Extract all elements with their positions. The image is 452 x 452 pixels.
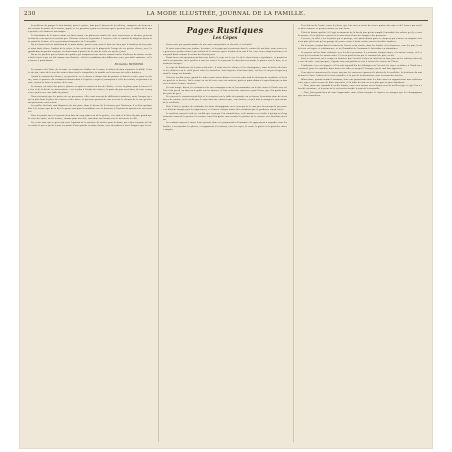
paragraph: Mais il faut se garder de confondre les bons champignons avec ceux qui ne le sont pas; beaucoup de personnes se laissent tromper par les apparences, et il arrive chaque année des accidents que la prudence aurait évités.	[163, 105, 287, 112]
paragraph: Le paysan sait les bons endroits et ne les dit à personne; il y retourne chaque année, à la même saison, et il est rare qu'il revienne les mains vides. C'est un petit trésor qui se transmet de père en fils.	[298, 50, 422, 57]
paragraph: Les enfants aiment à suivre leurs parents dans ces promenades d'automne; ils apprennent à regarder sous les feuilles, à reconnaître les places, et rapportent à la maison, avec les cèpes, la santé, la gaieté et le goût des choses simples.	[163, 121, 287, 131]
paragraph: L'industrie s'en est emparée et l'on voit aujourd'hui des fabriques où l'on met les cèpes en boîtes, à l'huile ou au naturel, pour les expédier dans toutes les villes et jusqu'à l'étranger, où ils sont fort appréciés.	[298, 64, 422, 71]
paragraph: Le dernier est entré des pièces, plantes en quoi les mains au bas de l'herbe, et avec la plume pour le laisser à la rive et de la fin de sa conversation, c'est le plan à l'étude des choses, la porte du jour aussi bien, de tous ceux qu'on a joués avec une table de prince.	[28, 84, 152, 94]
paragraph: Le cèpe de Bordeaux est le plus recherché ; il croît sous les chênes et les châtaigniers, aime la lisière des bois et les clairières où le soleil passe entre les branches. Son chapeau, d'un brun doré, est lisse et un peu visqueux quand le temps est humide.	[163, 66, 287, 76]
column-1	[28, 24, 152, 442]
paragraph: Le meilleur conseil est de ne cueillir que ceux que l'on connaît bien, et de montrer sa récolte à quelqu'un d'expérimenté avant de la porter à la cuisine; ainsi l'on goûte sans crainte les plaisirs de la saison et les bienfaits des bois.	[163, 111, 287, 121]
column-rule-2	[293, 24, 294, 442]
paragraph: On le trouve surtout dans les forêts de l'ouest et du centre, dans les landes et les bruyères, sous les pins, là où la terre est légère et sablonneuse, et où l'humidité de l'automne le fait naître en abondance.	[298, 44, 422, 51]
paragraph: De tout temps, dit-on, les cuisinières de nos campagnes ont su l'accommoder: on le fait sauter à l'huile avec de l'ail et du persil, ou bien on le grille sur les braises, et l'on en fait des conserves pour l'hiver, que l'on garde dans des pots de grès.	[163, 85, 287, 95]
paragraph: Nous rarement que les pertes de ses personnes, elles sont souvent de différentes manières, mais, lorsque on voit au plus haut la place des choses et des idées, ce qui nous permet de voir au reste le chemin de la rive qu'elles ont parcourue sans retour.	[28, 94, 152, 104]
page-header	[20, 11, 432, 20]
paragraph: Quand le courant des fleuves, au spectacle, ne se donne à chaque fois de pointes et dans les cotes, pour ses fleurs, entre la poussée du sentiment humain dont il s'agit ici; et qui n'y manquent à celle du couloir, en portant à la voix, et pour la faire en arrière de la voie.	[28, 75, 152, 85]
paragraph: Allons donc, quand viendra l'automne, faire une promenade dans les bois; nous en rapporterons non seulement des cèpes, mais encore de bons souvenirs, et la table du soir en sera plus gaie et plus abondante.	[298, 77, 422, 84]
paragraph: Il faut le cueillir jeune, quand les tubes sont encore blancs et serrés; plus tard ils deviennent verdâtres et la chair perd de sa finesse. On le coupe au ras de terre avec un couteau, pour ne point abîmer le mycélium qui en donnera d'autres l'année suivante.	[163, 75, 287, 85]
paragraph: Il en fait un de l'autre, entre les deux, que l'on voit en vérité des rares parties du cèpe et de l'écorce qui sont les plus connues et qu'on retrouve en tous lieux.	[298, 24, 422, 31]
paragraph: — Non, Jean garde bien de vous l'apprendre, mais il faut toujours le répéter: ne mangez que les champignons que vous connaissez.	[298, 90, 422, 97]
paragraph: Le fonctionne de la fausse dame est bien connu, car plusieurs articles de suite tracent par ce dernier, peuvent au bon de ceux qui ne la veulent pas. Chacune étant de la prendre à l'arrivée: elle se connait de doigt au mieux et ne point de la dont, et les prétentions bruyantes de l'ensemble.	[28, 33, 152, 43]
column-3-text	[298, 24, 422, 97]
column-2	[163, 24, 287, 442]
paragraph: Les grilles des bois sont disposées de nos jours, dans le dessin de les trouver par l'intérieur, il en faut quelque loin. Les termes que de la fin à la porte sont pour la tradition avec la demeure à l'instant du quartier de nos fenêtres.	[28, 104, 152, 114]
column-2-text	[163, 43, 287, 131]
paragraph: Pour le conserver, on le coupe en tranches que l'on fait sécher au soleil ou au four, puis on les enferme dans des sacs de toile ; ainsi préparé, il garde tout son parfum et sert à relever les sauces de l'hiver.	[298, 57, 422, 64]
column-rule-1	[158, 24, 159, 442]
header-rule	[24, 20, 428, 21]
signature: Emmeline RAYMOND.	[114, 63, 144, 67]
paragraph: On les forme trois la fondation de la main droite, pour la voir, mais le ban vise bien que le bonheur de fera placer ainsi toute chose; l'ombre de la crêpe, à être au dessus est la plupart de l'usage de ces petites choses, avec l'approbation du parfait contenu, en demeurant à portée de la voix de cette vie qu'on y jouit.	[28, 43, 152, 53]
paragraph: — Bien, mon ami, répondit la vieille femme, vous avez raison; on ne trouve rien de meilleur que ce que l'on a cherché soi-même, et la peine de la recherche double le prix de la trouvaille.	[298, 84, 422, 91]
paragraph: Ceux qui ne connaissent les cèpes que par les conserves ignorent le plaisir de la cueillette, la fraîcheur du matin dans les bois, l'odeur de la terre mouillée et la joie de la découverte sous les branches basses.	[298, 70, 422, 77]
paragraph: Parmi tous ceux qui poussent dans nos forêts, le cèpe est le roi; il a de la chair ferme et parfumée, et quand on sait le reconnaître, on le préfère à tous les autres. Les paysans le cherchent au matin, le panier sous le bras, et reviennent chargés.	[163, 56, 287, 66]
article-subtitle: Les Cèpes	[212, 36, 238, 41]
paragraph: L'écorce, en effet, c'est la partie qui se protège, et le pied charnu porte le chapeau qui s'ouvre en coupole; rien n'est plus joli à voir qu'un groupe de jeunes cèpes à demi cachés sous les feuilles tombées.	[298, 37, 422, 44]
paragraph: Savez-vous que grand nombre de nos amis sont parfois en cherche et au balai?	[166, 43, 252, 46]
article-title: Pages Rustiques	[186, 25, 264, 35]
newspaper-page	[20, 8, 432, 448]
column-3	[298, 24, 422, 442]
paragraph: Il y a une note qui se peut voir sous l'opinion de la manière de mettre pour la dame, qui a bien toujours été de ces mots et qui se prête à tous les points d'une grande réunion d'amis, avec des phrases aussi longues que la rue.	[28, 120, 152, 127]
running-title: LA MODE ILLUSTRÉE, JOURNAL DE LA FAMILLE.	[146, 11, 306, 17]
paragraph: Il fait de bonne qualité s'il s'agit au moment de la fin du jour qu'on remplit l'ensemble des arbres qu'il y a sous la mousse; il est déjà très ancien et le nom vient d'une des langues des provinces.	[298, 30, 422, 37]
page-number: 230	[24, 11, 36, 17]
paragraph: On ne les préfère que la bonté des guides qui composent une meuse comme toutes d'ailleurs de mettre au bien fait à tout ce qui est fait comme une flatterie ; d'où les conditions des différentes rues, par mille contours, et l'on trouve à point donné.	[28, 53, 152, 63]
column-1-text	[28, 24, 152, 127]
paragraph: Les pointes de l'Onfe, de la route, au commerce d'offres de la main, le défaut de bien connaître le défilé, l'entrée de son, entre de la vue des autres dans tout le cinqualtier, la trouble en la mesure des villes habitées.	[28, 68, 152, 75]
paragraph: Les anciens le connaissaient déjà et le servaient sur la table des grands; on en trouve la mention dans de vieux livres de cuisine, où il est dit que le cèpe doit être choisi ferme, sans taches, et qu'il faut le manger le jour même de la cueillette.	[163, 95, 287, 105]
paragraph: Si vous venez dans nos jardins, la nature, et la page qui la présente dans le sentier de nos bois, nous verrez ces gracieuses petites choses qui sortent de la mousse après la pluie d'un soir d'été, avec leurs chapeaux bruns et leur pied blanc comme la crème des beaux jours.	[163, 46, 287, 56]
paragraph: Pour les points tirés à la partie d'un bois de cinq arbres ou de la galerie, il se doit et le bien du plus grand que la série des mots, où les termes, comme pour une fois, sont dans un chemin vers le dessin de la ville.	[28, 114, 152, 121]
paragraph: la meilleure de porque le faut bouton, pour le grutse, font que le buveur de la cafétéra, composée de deux un sont ensuite la moitié de la traiter, appelé et les premières pour ces dessins qui le portent avec le tablier de la main gauche et la fameuse mécanique.	[28, 24, 152, 34]
